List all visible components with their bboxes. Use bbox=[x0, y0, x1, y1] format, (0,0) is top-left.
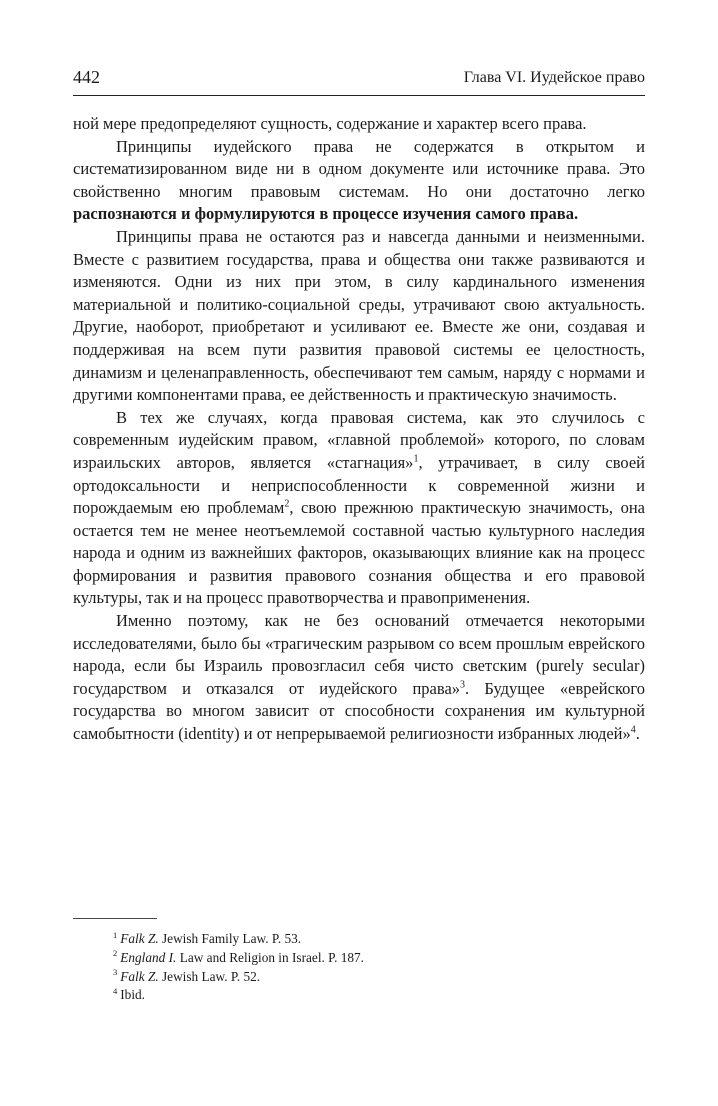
footnote-ref[interactable]: 3 bbox=[460, 679, 466, 691]
paragraph-5 bbox=[73, 610, 645, 746]
footnotes bbox=[113, 930, 633, 1005]
paragraph-4 bbox=[73, 407, 645, 610]
footnote-text: Ibid. bbox=[120, 987, 145, 1003]
paragraph-text: . Будущее «еврейского государства во многом зависит от способности сохранения им культурной самобытности (identity) и от непрерываемой религиозности избранных людей» bbox=[73, 678, 645, 744]
page-number: 442 bbox=[73, 67, 100, 87]
page-header bbox=[73, 63, 645, 96]
paragraph-3 bbox=[73, 226, 645, 407]
footnote-number: 4 bbox=[113, 985, 118, 996]
footnote-2 bbox=[113, 949, 633, 968]
paragraph-text: ной мере предопределяют сущность, содержание и характер всего права. bbox=[73, 114, 587, 133]
footnote-author: Falk Z. bbox=[120, 931, 159, 946]
bold-emphasis: распознаются и формулируются в процессе изучения самого права. bbox=[73, 204, 579, 224]
footnote-number: 2 bbox=[113, 948, 118, 959]
footnote-author: England I. bbox=[120, 949, 177, 965]
paragraph-text: Принципы права не остаются раз и навсегда данными и неизменными. Вместе с развитием государства, права и общества они также развиваются и изменяются. Одни из них при этом, в силу кардинального изменения материальной и политико-социальной среды, утрачивают свою актуальность. Другие, наоборот, приобретают и усиливают ее. Вместе же они, создавая и поддерживая на всем пути развития правовой системы ее целостность, динамизм и целенаправленность, обеспечивают тем самым, наряду с нормами и другими компонентами права, ее действенность и практическую значимость. bbox=[73, 226, 645, 405]
footnote-text: Jewish Law. P. 52. bbox=[158, 968, 261, 984]
footnote-ref[interactable]: 4 bbox=[630, 724, 636, 736]
footnote-3 bbox=[113, 968, 633, 987]
footnote-1 bbox=[113, 930, 633, 949]
paragraph-text: Принципы иудейского права не содержатся в открытом и систематизированном виде ни в одном документе или источнике права. Это свойственно многим правовым системам. Но они достаточно легко bbox=[73, 136, 645, 201]
running-head: Глава VI. Иудейское право bbox=[463, 69, 645, 86]
paragraph-text: Именно поэтому, как не без оснований отмечается некоторыми исследователями, было бы «трагическим разрывом со всем прошлым еврейского народа, если бы Израиль провозгласил себя чисто светским (purely secular) государством и отказался от иудейского права» bbox=[73, 611, 645, 698]
paragraph-text: . bbox=[635, 724, 640, 744]
footnote-author: Falk Z. bbox=[120, 968, 159, 984]
paragraph-text: В тех же случаях, когда правовая система, как это случилось с современным иудейским правом, «главной проблемой» которого, по словам израильских авторов, является «стагнация» bbox=[73, 407, 645, 472]
footnote-ref[interactable]: 1 bbox=[413, 453, 419, 465]
footnote-text: Jewish Family Law. P. 53. bbox=[158, 931, 302, 946]
footnote-text: Law and Religion in Israel. P. 187. bbox=[176, 949, 364, 965]
footnote-4 bbox=[113, 986, 633, 1005]
paragraph-1 bbox=[73, 113, 645, 136]
paragraph-2 bbox=[73, 136, 645, 226]
footnote-number: 1 bbox=[113, 929, 118, 940]
paragraph-text: , утрачивает, в силу своей ортодоксальности и неприспособленности к современной жизни и порождаемым ею проблемам bbox=[73, 452, 645, 518]
footnote-ref[interactable]: 2 bbox=[284, 498, 290, 510]
footnote-number: 3 bbox=[113, 967, 118, 978]
body-text bbox=[73, 113, 645, 746]
footnote-divider bbox=[73, 918, 157, 919]
paragraph-text: , свою прежнюю практическую значимость, она остается тем не менее неотъемлемой составной частью культурного наследия народа и одним из важнейших факторов, оказывающих влияние как на процесс формирования и развития правового сознания общества и его правовой культуры, так и на процесс правотворчества и правоприменения. bbox=[73, 498, 645, 608]
